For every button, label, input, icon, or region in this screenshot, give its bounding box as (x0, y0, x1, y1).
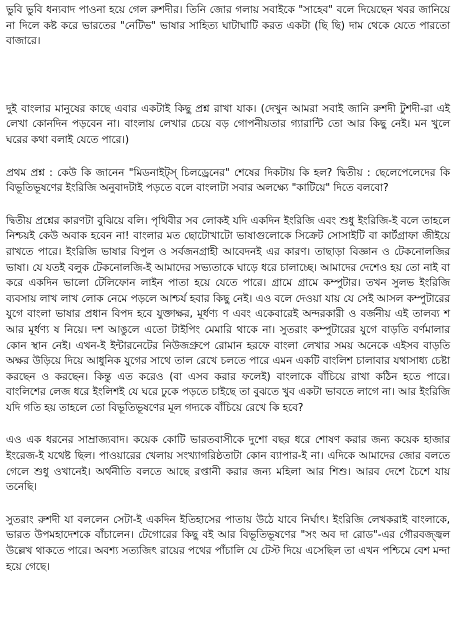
spacer (6, 197, 450, 214)
spacer (6, 50, 450, 102)
spacer (6, 416, 450, 433)
paragraph-2: দুই বাংলার মানুষের কাছে এবার একটাই কিছু প্রশ্ন রাখা যাক। (দেখুন আমরা সবাই জানি রুশদী টুশদী-রা এই লেখা কোনদিন পড়বেন না। বাংলায় লেখার চেয়ে বড় গোপনীয়তার গ্যারান্টি তো আর কিছু নেই। মন খুলে ঘরের কথা বলাই যেতে পারে।) (6, 102, 450, 146)
paragraph-6: সুতরাং রুশদী যা বললেন সেটা-ই একদিন ইতিহাসের পাতায় উঠে যাবে নির্ঘাৎ। ইংরিজি লেখকরাই বাংলাকে, ভারত উপমহাদেশকে বাঁচালেন। টেগোরের কিছু বই আর বিভূতিভূষণের "সং অব দা রোড"-এর গৌরবজ্জ্বল উল্লেখ থাকতে পারে। অবশ্য সত্যজিৎ রায়ের পথের পাঁচালি যে টেস্ট দিয়ে এসেছিল তা এখন পশ্চিমে বেশ মন্দা হয়ে গেছে। (6, 513, 450, 573)
paragraph-3: প্রথম প্রশ্ন : কেউ কি জানেন "মিডনাইট্‌স্‌ চিলড্রেনের" শেষের দিকটায় কি হল? দ্বিতীয় : ছেলেপেলেদের কি বিভূতিভূষণের ইংরিজি অনুবাদটাই পড়তে বলে বাংলাটা সবার অলক্ষ্যে "কাটিয়ে" দিতে বলবো? (6, 166, 450, 195)
spacer (6, 496, 450, 513)
paragraph-1: ভুবি ভুবি ধন্যবাদ পাওনা হয়ে গেল রুশদীর। তিনি জোর গলায় সবাইকে "সাহেব" বলে দিয়েছেন খবর জানিয়ে না দিলে কষ্ট করে ভারতের "নেটিভ" ভাষার সাহিত্য ঘাটাঘাটি করত একটা (ছি ছি) দাম থেকে যেতে পারতো বাজারে। (6, 4, 450, 48)
paragraph-4: দ্বিতীয় প্রশ্নের কারণটা বুঝিয়ে বলি। পৃথিবীর সব লোকই যদি একদিন ইংরিজি এবং শুধু ইংরিজি-ই বলে তাহলে নিশ্চয়ই কেউ অবাক হবেন না! বাংলার মত ছোটোখাটো ভাষাগুলোকে সিক্রেট সোসাইটি বা কার্টগ্রাফা জীইয়ে রাখতে পারে। ইংরিজি ভাষার বিপুল ও সর্বজনগ্রাহী আবেদনই এর কারণ। তাছাড়া বিজ্ঞান ও টেকনোলজির ভাষা। যে যতই বলুক টেকনোলজি-ই আমাদের সভ্যতাকে ঘাড়ে ধরে চালাচ্ছে। আমাদের দেশেও হয় তো নাই বা করে একদিন ভালো টেলিফোন লাইন পাতা হয়ে যেতে পারে। গ্রামে গ্রামে কম্পুটার। তখন সুলভ ইংরিজি ব্যবসায় লাখ লাখ লোক নেমে পড়লে আশ্চর্য হবার কিছু নেই। এও বলে দেওয়া যায় যে সেই আসল কম্পুটারের যুগে বাংলা ভাষার প্রধান বিপদ হবে যুক্তাক্ষর, মূর্ধণ্য ণ এবং একেবারেই অন্দরকারী ও বর্জনীয় এই তালব্য শ আর মূর্ধণ্য ষ নিয়ে। দশ আঙুলে এতো টাইপিং মেমারি থাকে না। সুতরাং কম্পুটারের যুগে বাড়তি বর্ণমালার কোন স্থান নেই। এখন-ই ইন্টারনেটের নিউজগ্রুপে রোমান হরফে বাংলা লেখার সময় অনেকে এইসব বাড়তি অক্ষর উড়িয়ে দিয়ে আধুনিক যুগের সাথে তাল রেখে চলতে পারে এমন একটি বাংলিশ চালাবার যথাসাধ্য চেষ্টা করছেন ও করছেন। কিন্তু এত করেও (বা এসব করার ফলেই) বাংলাকে বাঁচিয়ে রাখা কঠিন হতে পারে। বাংলিশের লেজ ধরে ইংলিশই যে ঘরে ঢুকে পড়তে চাইছে তা বুঝতে খুব একটা ভাবতে লাগে না। আর ইংরিজি যদি গতি হয় তাহলে তো বিভূতিভূষণের মূল গদ্যকে বাঁচিয়ে রেখে কি হবে? (6, 214, 450, 414)
paragraph-5: এও এক ধরনের সাম্রাজ্যবাদ। কয়েক কোটি ভারতবাসীকে দুশো বছর ধরে শোষণ করার জন্য কয়েক হাজার ইংরেজ-ই যথেষ্ট ছিল। পাওয়ারের খেলায় সংখ্যাগরিষ্ঠতাটা কোন ব্যাপার-ই না। এদিকে আমাদের জোর বলতে গেলে শুধু ওখানেই। অর্থনীতি বলতে আছে রপ্তানী করার জন্য মহিলা আর শিশু। আরব দেশে চৈশে যায় তনেছি। (6, 434, 450, 494)
spacer (6, 149, 450, 166)
